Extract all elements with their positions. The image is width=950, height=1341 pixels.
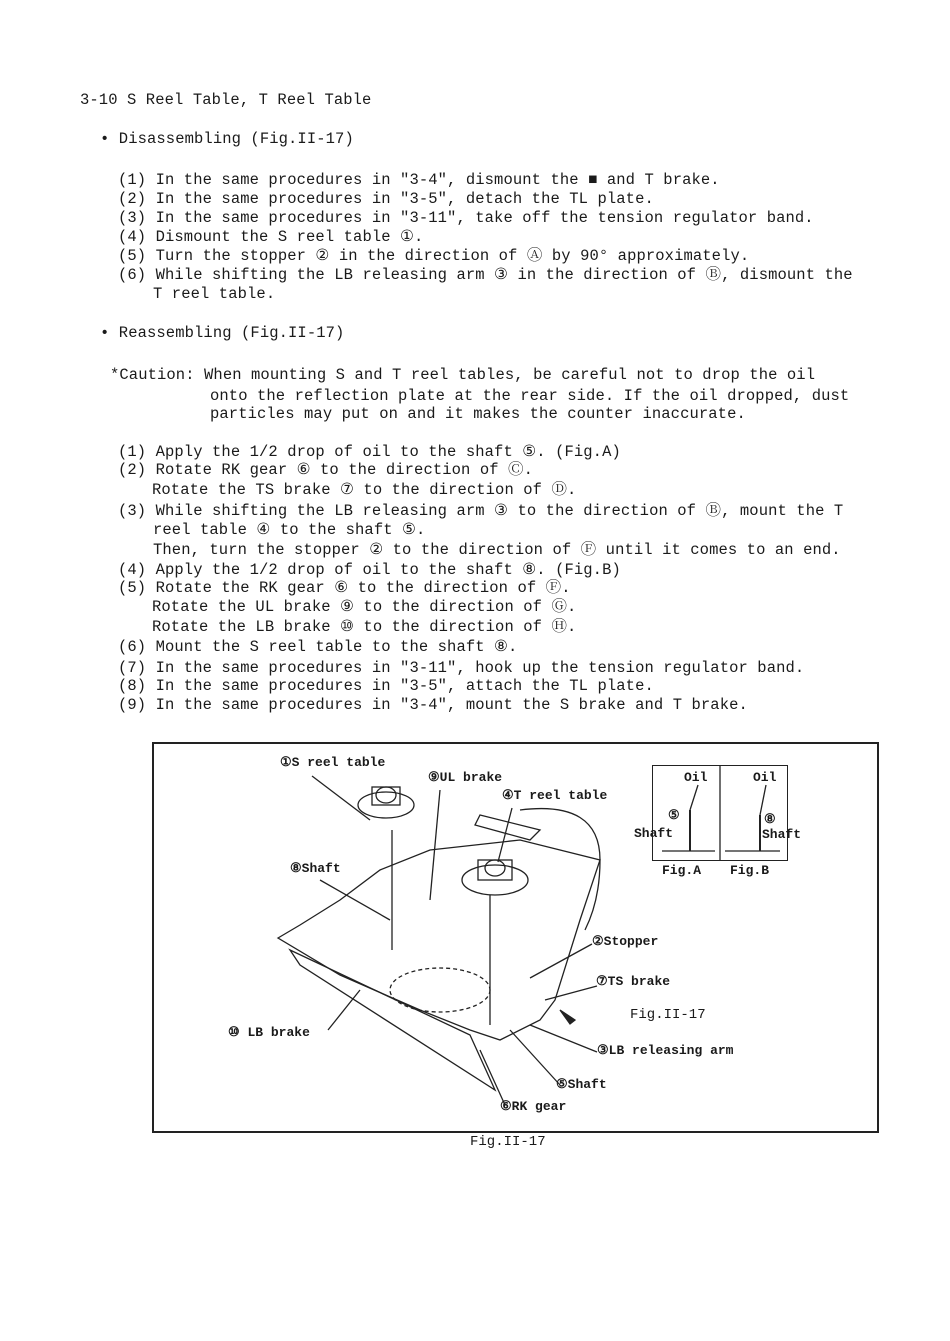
re-step-4: (4) Apply the 1/2 drop of oil to the shaft ⑧. (Fig.B) xyxy=(118,561,621,579)
re-step-7: (7) In the same procedures in "3-11", hook up the tension regulator band. xyxy=(118,659,805,677)
dis-step-2: (2) In the same procedures in "3-5", detach the TL plate. xyxy=(118,190,654,208)
re-step-9: (9) In the same procedures in "3-4", mount the S brake and T brake. xyxy=(118,696,748,714)
re-step-3b: Then, turn the stopper ② to the direction of Ⓕ until it comes to an end. xyxy=(153,541,841,559)
re-step-2b: Rotate the TS brake ⑦ to the direction of Ⓓ. xyxy=(152,481,577,499)
dis-step-6: (6) While shifting the LB releasing arm ③ in the direction of Ⓑ, dismount the xyxy=(118,266,853,284)
caution-line-3: particles may put on and it makes the counter inaccurate. xyxy=(210,405,746,423)
label-ts-brake: ⑦TS brake xyxy=(596,974,671,989)
re-step-6: (6) Mount the S reel table to the shaft ⑧. xyxy=(118,638,518,656)
disassembling-heading: • Disassembling (Fig.II-17) xyxy=(100,130,354,148)
label-lb-releasing-arm: ③LB releasing arm xyxy=(597,1043,734,1058)
section-title: 3-10 S Reel Table, T Reel Table xyxy=(80,91,372,109)
inner-figure-caption: Fig.II-17 xyxy=(630,1007,706,1023)
label-ul-brake: ⑨UL brake xyxy=(428,770,503,785)
label-lb-brake: ⑩ LB brake xyxy=(228,1025,310,1040)
reassembling-heading: • Reassembling (Fig.II-17) xyxy=(100,324,345,342)
inset-shaft-a: Shaft xyxy=(634,826,674,841)
dis-step-4: (4) Dismount the S reel table ①. xyxy=(118,228,424,246)
re-step-5: (5) Rotate the RK gear ⑥ to the direction of Ⓕ. xyxy=(118,579,571,597)
dis-step-5: (5) Turn the stopper ② in the direction of Ⓐ by 90° approximately. xyxy=(118,247,750,265)
label-shaft-8: ⑧Shaft xyxy=(290,861,341,876)
caution-line-2: onto the reflection plate at the rear side. If the oil dropped, dust xyxy=(210,387,850,405)
label-stopper: ②Stopper xyxy=(592,934,659,949)
inset-fig-b: Fig.B xyxy=(730,863,770,878)
dis-step-6-cont: T reel table. xyxy=(153,285,276,303)
dis-step-3: (3) In the same procedures in "3-11", take off the tension regulator band. xyxy=(118,209,814,227)
inset-num-b: ⑧ xyxy=(764,812,776,827)
caution-line-1: *Caution: When mounting S and T reel tables, be careful not to drop the oil xyxy=(110,366,816,384)
inset-oil-a: Oil xyxy=(684,770,708,785)
re-step-3-cont: reel table ④ to the shaft ⑤. xyxy=(153,521,426,539)
inset-oil-b: Oil xyxy=(753,770,777,785)
figure-caption: Fig.II-17 xyxy=(470,1134,546,1150)
label-shaft-5: ⑤Shaft xyxy=(556,1077,607,1092)
re-step-3: (3) While shifting the LB releasing arm ③ to the direction of Ⓑ, mount the T xyxy=(118,502,844,520)
inset-num-a: ⑤ xyxy=(668,808,680,823)
label-s-reel-table: ①S reel table xyxy=(280,755,386,770)
label-t-reel-table: ④T reel table xyxy=(502,788,608,803)
re-step-1: (1) Apply the 1/2 drop of oil to the shaft ⑤. (Fig.A) xyxy=(118,443,621,461)
inset-fig-a: Fig.A xyxy=(662,863,702,878)
re-step-5b: Rotate the UL brake ⑨ to the direction of Ⓖ. xyxy=(152,598,577,616)
inset-shaft-b: Shaft xyxy=(762,827,802,842)
re-step-8: (8) In the same procedures in "3-5", attach the TL plate. xyxy=(118,677,654,695)
re-step-5c: Rotate the LB brake ⑩ to the direction of Ⓗ. xyxy=(152,618,577,636)
label-rk-gear: ⑥RK gear xyxy=(500,1099,567,1114)
dis-step-1: (1) In the same procedures in "3-4", dismount the ■ and T brake. xyxy=(118,171,720,189)
re-step-2: (2) Rotate RK gear ⑥ to the direction of Ⓒ. xyxy=(118,461,534,479)
